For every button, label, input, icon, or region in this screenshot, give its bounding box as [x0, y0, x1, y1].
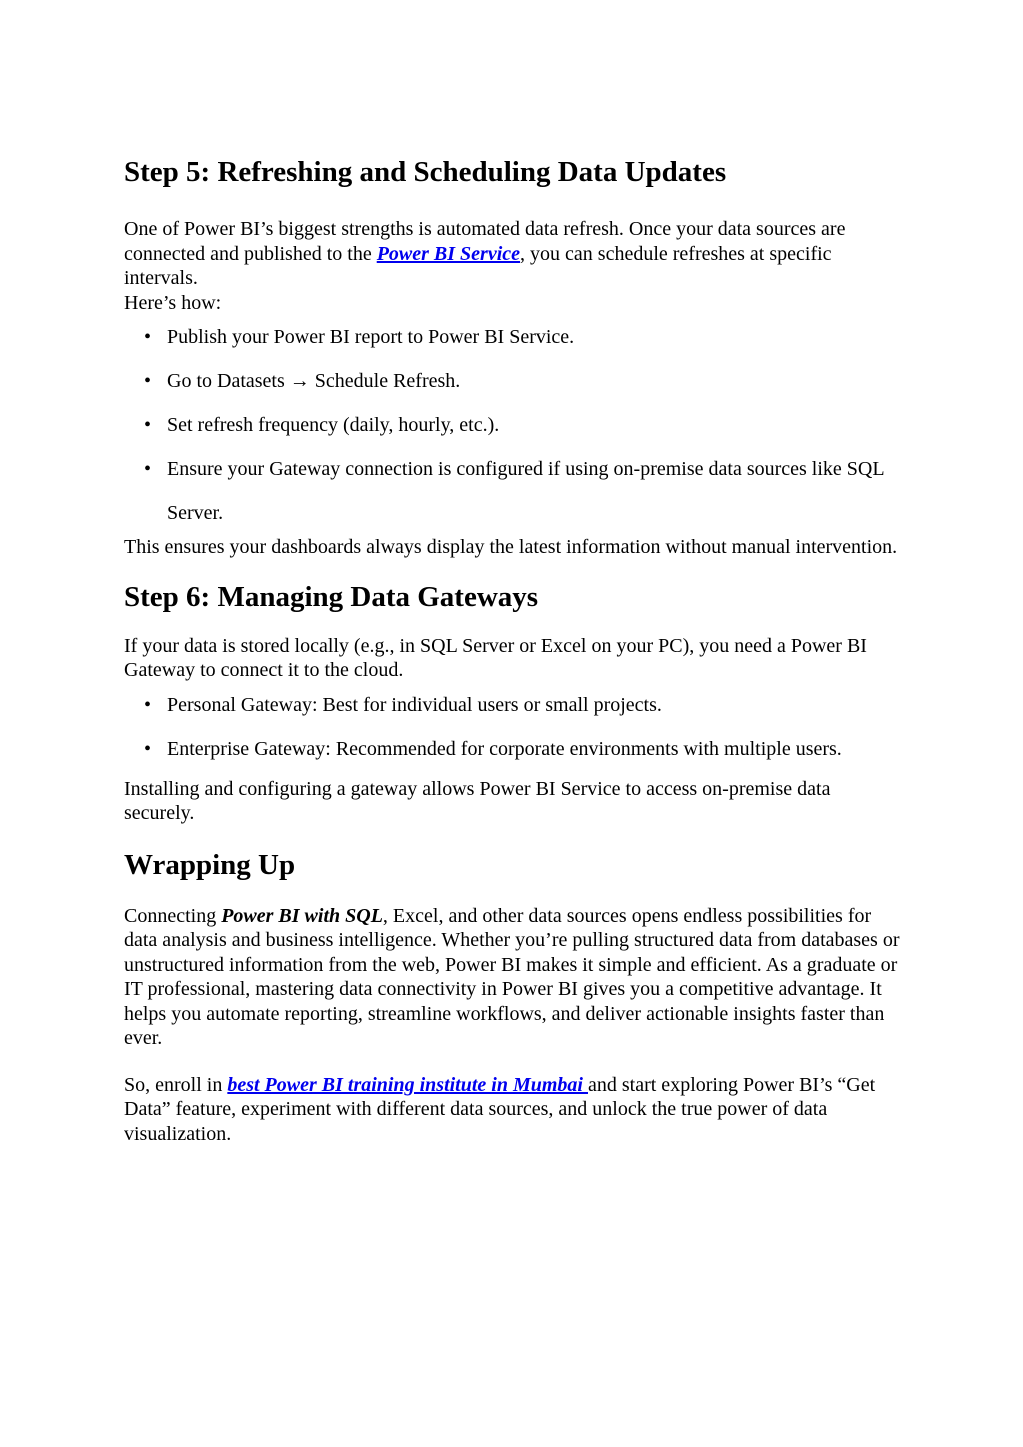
step5-intro-text-pre: One of Power BI’s biggest strengths is automated data refresh. Once your data sources are connected and published to the	[124, 218, 846, 265]
list-item-gateway-connection: • Ensure your Gateway connection is configured if using on-premise data sources like SQL Server.	[167, 447, 903, 535]
power-bi-service-link[interactable]: Power BI Service	[376, 242, 521, 265]
step6-intro-paragraph: If your data is stored locally (e.g., in SQL Server or Excel on your PC), you need a Power BI Gateway to connect it to the cloud.	[124, 634, 867, 681]
wrapup-text-post: , Excel, and other data sources opens endless possibilities for data analysis and business intelligence. Whether you’re pulling structured data from databases or unstructured information from the web, Power BI makes it simple and efficient. As a graduate or IT professional, mastering data connectivity in Power BI gives you a competitive advantage. It helps you automate reporting, streamline workflows, and deliver actionable insights faster than ever.	[124, 904, 900, 1049]
step5-intro-text-post: , you can schedule refreshes at specific intervals.	[124, 242, 832, 289]
enroll-text-pre: So, enroll in	[124, 1073, 228, 1096]
emphasis-power-bi-with-sql: Power BI with SQL	[221, 904, 383, 927]
wrapup-text-pre: Connecting	[124, 904, 222, 927]
list-item-schedule-refresh: • Go to Datasets → Schedule Refresh.	[167, 359, 903, 403]
heres-how-text: Here’s how:	[124, 291, 222, 314]
heading-step5: Step 5: Refreshing and Scheduling Data Updates	[124, 156, 727, 188]
step6-bullet-list	[124, 683, 903, 771]
heading-wrapping-up: Wrapping Up	[124, 848, 296, 881]
heading-step6: Step 6: Managing Data Gateways	[124, 580, 539, 613]
step5-intro-paragraph	[124, 217, 903, 315]
wrapup-paragraph-2	[124, 1073, 903, 1147]
list-item-publish-report: • Publish your Power BI report to Power BI Service.	[167, 315, 903, 359]
step6-outro-paragraph: Installing and configuring a gateway allows Power BI Service to access on-premise data securely.	[124, 777, 831, 824]
enroll-text-post: and start exploring Power BI’s “Get Data” feature, experiment with different data sources, and unlock the true power of data visualization.	[124, 1073, 876, 1145]
list-item-personal-gateway: • Personal Gateway: Best for individual users or small projects.	[167, 683, 903, 727]
step5-outro-paragraph: This ensures your dashboards always display the latest information without manual intervention.	[124, 536, 898, 558]
list-item-refresh-frequency: • Set refresh frequency (daily, hourly, etc.).	[167, 403, 903, 447]
list-item-enterprise-gateway: • Enterprise Gateway: Recommended for corporate environments with multiple users.	[167, 727, 903, 771]
step5-bullet-list	[124, 315, 903, 535]
wrapup-paragraph-1	[124, 904, 903, 1051]
mumbai-training-institute-link[interactable]: best Power BI training institute in Mumbai	[227, 1073, 588, 1096]
